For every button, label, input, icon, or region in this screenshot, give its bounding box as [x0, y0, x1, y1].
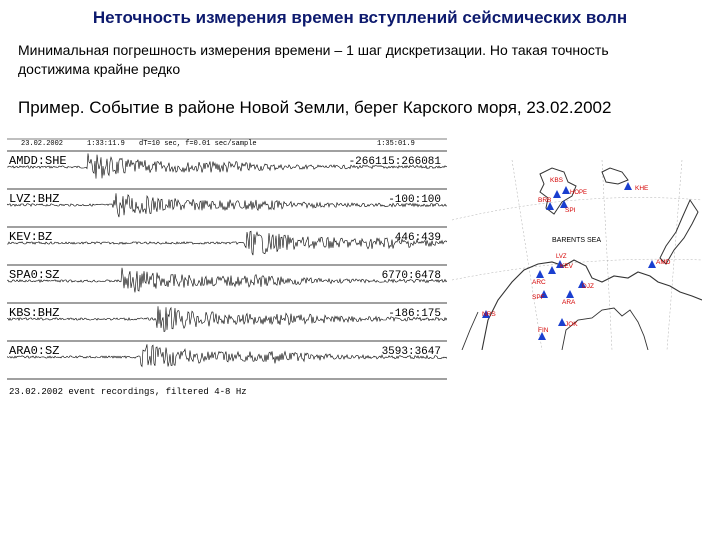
- barents-sea-label: BARENTS SEA: [552, 237, 602, 244]
- station-label-spf: SPF: [532, 294, 545, 301]
- trace-range-label: -266115:266081: [348, 156, 441, 168]
- trace-station-label: KEV:BZ: [9, 230, 53, 244]
- intro-line-1: Минимальная погрешность измерения времени – 1 шаг дискретизации. Но такая точность: [18, 42, 609, 58]
- station-label-nrs: NRS: [482, 311, 496, 318]
- header-date: 23.02.2002: [21, 140, 64, 148]
- station-label-djz: DJZ: [582, 283, 594, 290]
- station-label-ara: ARA: [562, 299, 576, 306]
- trace-station-label: KBS:BHZ: [9, 306, 60, 320]
- station-label-jok: JOK: [565, 321, 578, 328]
- seismogram-figure: [7, 135, 447, 397]
- map-svg: [452, 160, 702, 350]
- station-label-hope: HOPE: [570, 190, 588, 196]
- trace-station-label: AMDD:SHE: [9, 154, 67, 168]
- intro-text: [18, 41, 708, 79]
- station-label-spi: SPI: [565, 207, 576, 214]
- station-label-kbs: KBS: [550, 177, 564, 184]
- trace-range-label: 446:439: [394, 232, 441, 244]
- example-caption: Пример. Событие в районе Новой Земли, берег Карского моря, 23.02.2002: [18, 98, 612, 117]
- station-label-kev: KEV: [560, 263, 574, 270]
- trace-range-label: 3593:3647: [381, 346, 441, 358]
- trace-range-label: -100:100: [388, 194, 441, 206]
- station-map: [452, 160, 702, 350]
- station-label-lvz: LVZ: [556, 254, 567, 260]
- trace-station-label: LVZ:BHZ: [9, 192, 60, 206]
- station-label-arc: ARC: [532, 279, 546, 286]
- header-end-time: 1:35:01.9: [377, 140, 415, 148]
- trace-range-label: 6770:6478: [381, 270, 441, 282]
- header-params: dT=10 sec, f=0.01 sec/sample: [139, 140, 257, 148]
- trace-range-label: -186:175: [388, 308, 441, 320]
- header-start-time: 1:33:11.9: [87, 140, 125, 148]
- trace-station-label: ARA0:SZ: [9, 344, 60, 358]
- station-label-brb: BRB: [538, 197, 552, 204]
- intro-line-2: достижима крайне редко: [18, 61, 181, 77]
- slide-title: Неточность измерения времен вступлений сейсмических волн: [92, 8, 628, 27]
- station-label-khe: KHE: [635, 185, 649, 192]
- station-label-amd: AMD: [656, 259, 671, 266]
- station-label-fin: FIN: [538, 327, 549, 334]
- trace-station-label: SPA0:SZ: [9, 268, 60, 282]
- seismogram-caption: 23.02.2002 event recordings, filtered 4-8 Hz: [9, 387, 247, 397]
- seismogram-svg: [7, 135, 447, 397]
